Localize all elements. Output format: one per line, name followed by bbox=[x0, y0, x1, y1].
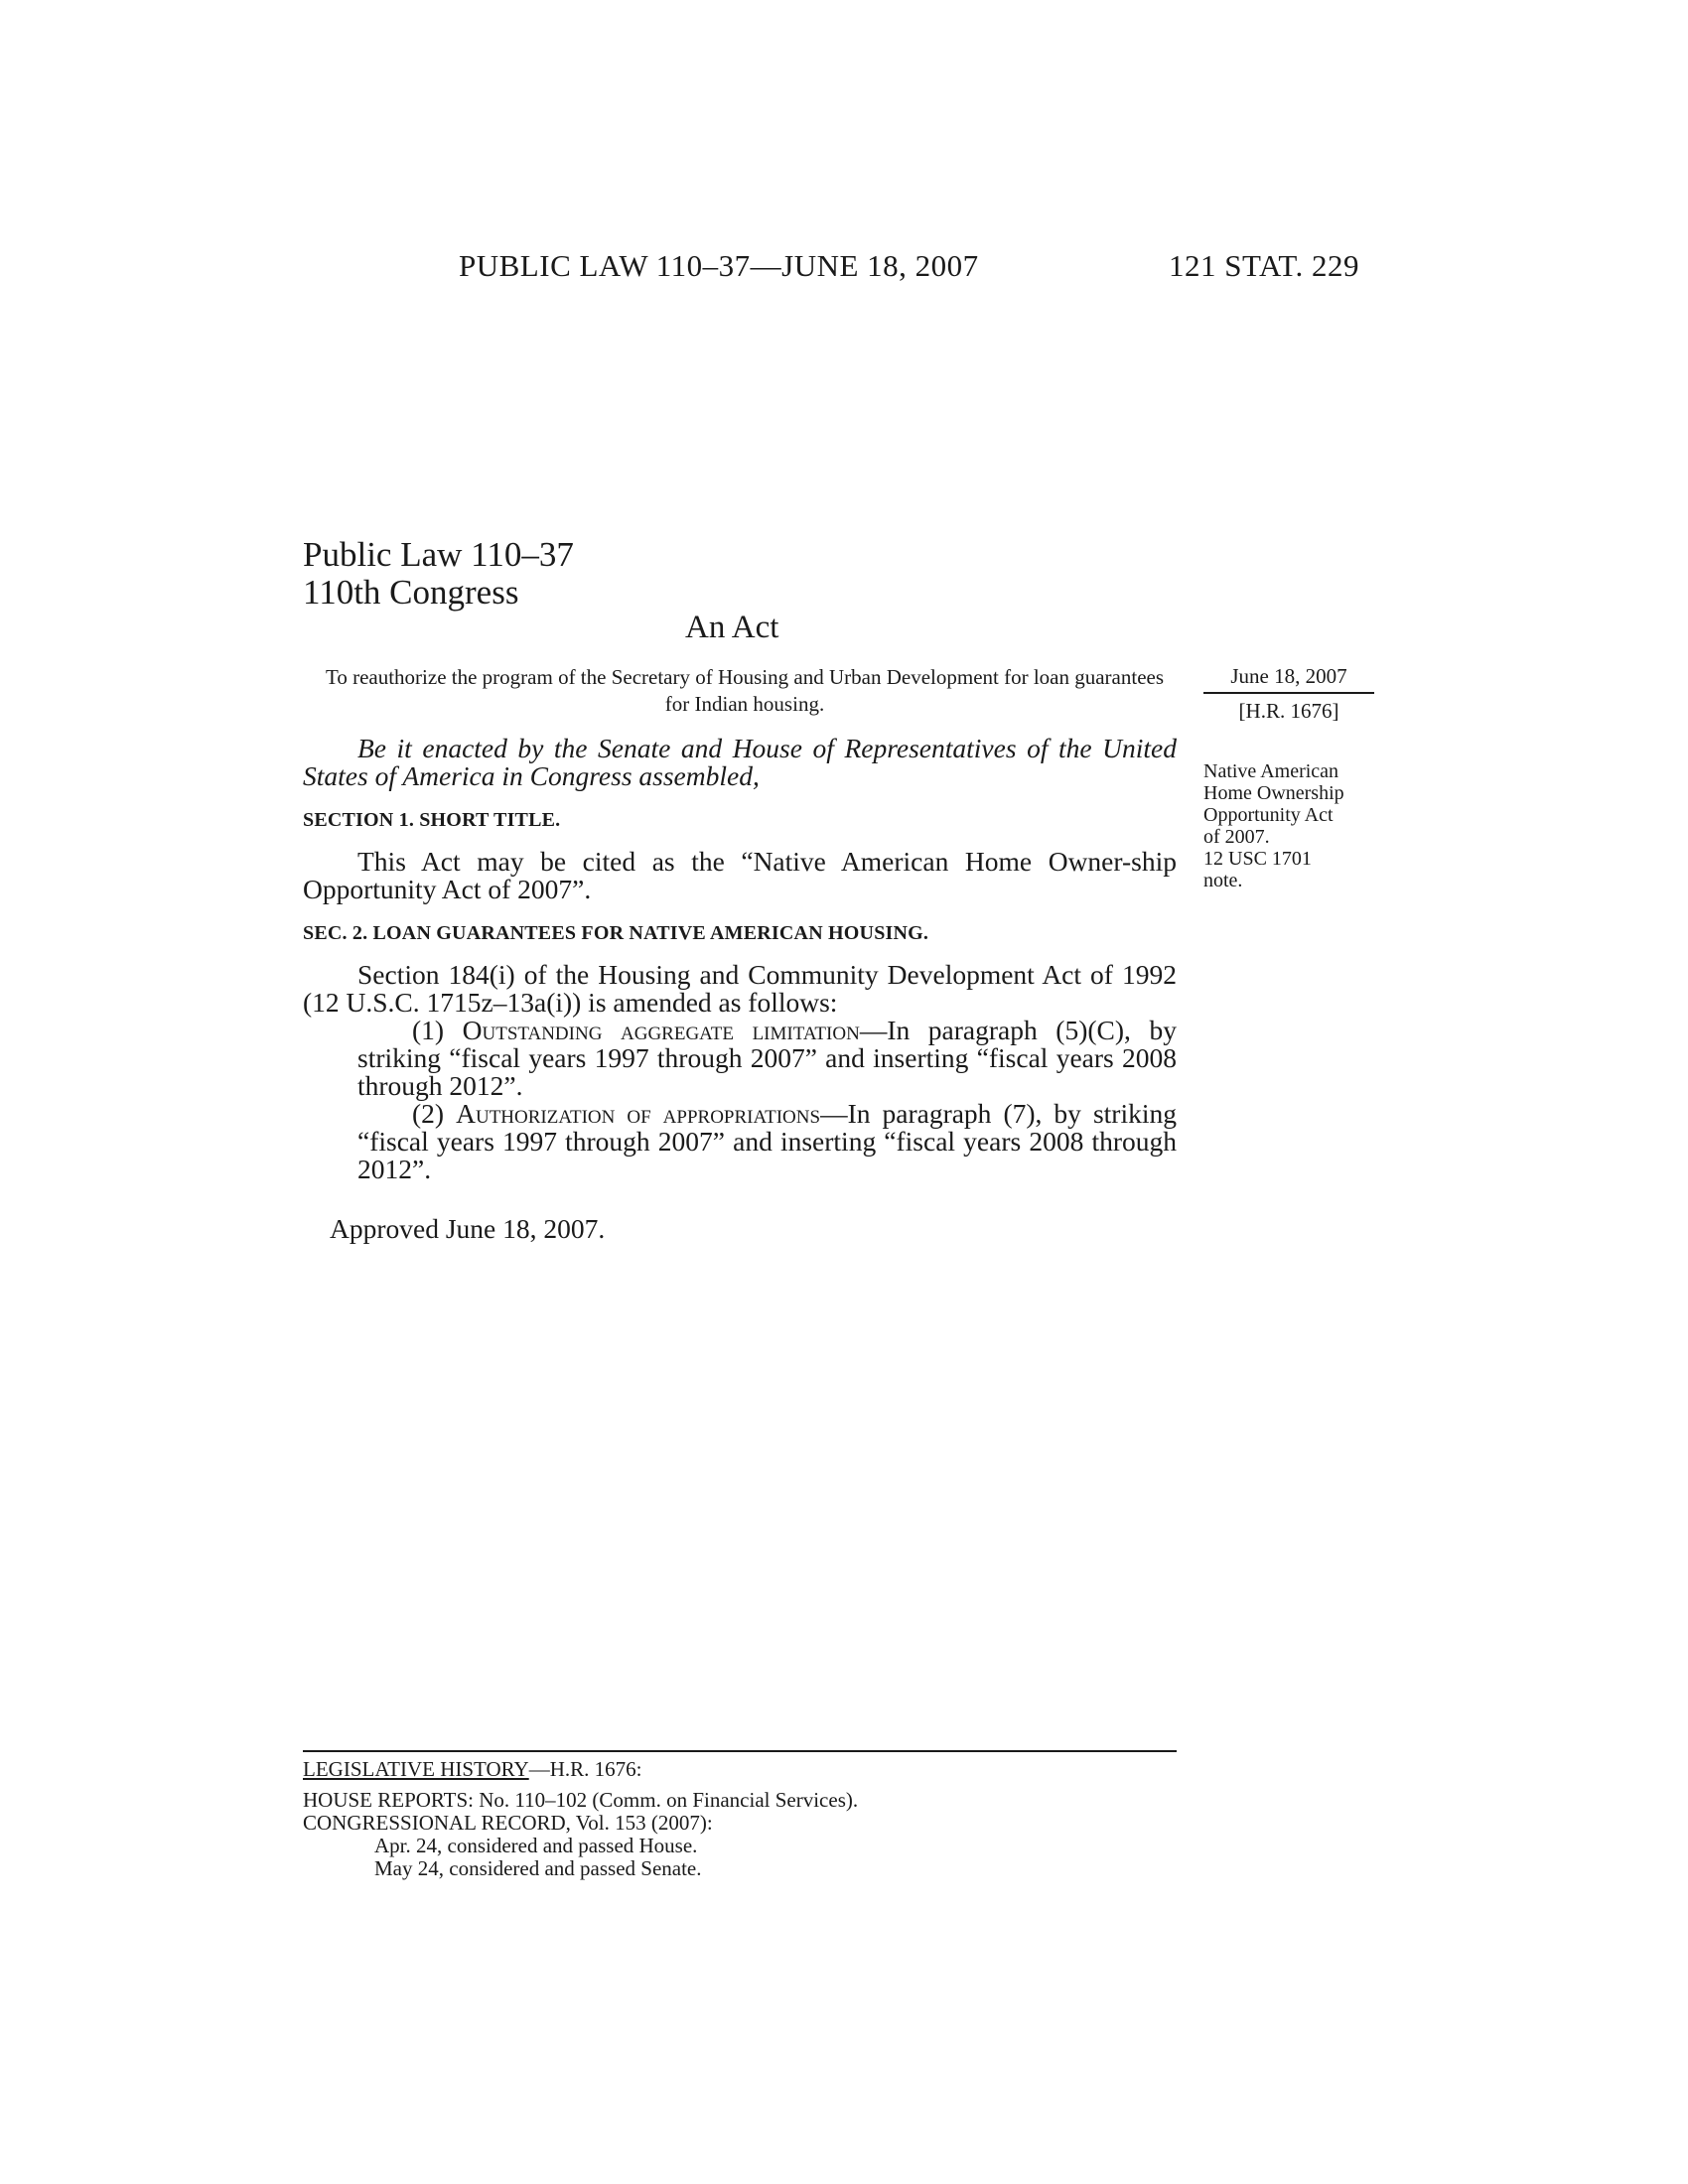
purpose-statement: To reauthorize the program of the Secretary of Housing and Urban Development for loan guarantees for Indian housing. bbox=[325, 665, 1165, 716]
margin-note-line: of 2007. bbox=[1203, 826, 1270, 848]
enactment-box bbox=[1203, 664, 1374, 724]
congressional-record: CONGRESSIONAL RECORD, Vol. 153 (2007): bbox=[303, 1811, 713, 1835]
public-law-number: Public Law 110–37 bbox=[303, 535, 574, 574]
margin-note bbox=[1203, 760, 1392, 891]
margin-note-line: note. bbox=[1203, 870, 1243, 891]
legislative-history-heading: LEGISLATIVE HISTORY bbox=[303, 1757, 529, 1781]
item-heading: Authorization of appropriations bbox=[456, 1098, 821, 1129]
house-reports: HOUSE REPORTS: No. 110–102 (Comm. on Financial Services). bbox=[303, 1788, 859, 1812]
congress-number: 110th Congress bbox=[303, 573, 519, 612]
approval-date: Approved June 18, 2007. bbox=[330, 1213, 606, 1244]
item-text: —In paragraph (5)(C), by striking “fiscal years 1997 through 2007” and inserting “fiscal years 2008 through 2012”. bbox=[357, 1015, 1177, 1101]
margin-note-line: Native American bbox=[1203, 760, 1339, 782]
item-number: (1) bbox=[412, 1015, 445, 1045]
act-title: An Act bbox=[685, 610, 779, 645]
margin-note-line: 12 USC 1701 bbox=[1203, 848, 1312, 870]
item-heading: Outstanding aggregate limitation bbox=[462, 1015, 860, 1045]
item-number: (2) bbox=[412, 1098, 445, 1129]
section-2-heading: SEC. 2. LOAN GUARANTEES FOR NATIVE AMERICAN HOUSING. bbox=[303, 922, 929, 944]
footnote-divider bbox=[303, 1750, 1177, 1752]
bill-number: [H.R. 1676] bbox=[1238, 699, 1339, 723]
history-action: May 24, considered and passed Senate. bbox=[374, 1856, 702, 1880]
legislative-history bbox=[303, 1758, 1196, 1880]
section-1-heading: SECTION 1. SHORT TITLE. bbox=[303, 809, 561, 831]
amendment-item-2 bbox=[357, 1100, 1177, 1183]
section-1-text: This Act may be cited as the “Native American Home Owner-ship Opportunity Act of 2007”. bbox=[303, 846, 1177, 904]
enactment-date: June 18, 2007 bbox=[1203, 664, 1374, 694]
enacting-clause: Be it enacted by the Senate and House of Representatives of the United States of America in Congress assembled, bbox=[303, 733, 1177, 791]
margin-note-line: Opportunity Act bbox=[1203, 804, 1334, 826]
margin-note-line: Home Ownership bbox=[1203, 782, 1344, 804]
law-header bbox=[303, 536, 574, 612]
running-head-title: PUBLIC LAW 110–37—JUNE 18, 2007 bbox=[459, 248, 979, 283]
section-2-intro: Section 184(i) of the Housing and Community Development Act of 1992 (12 U.S.C. 1715z–13a(i)) is amended as follows: bbox=[303, 959, 1177, 1018]
legislative-history-title bbox=[303, 1758, 1196, 1781]
legislative-history-bill: —H.R. 1676: bbox=[528, 1757, 642, 1781]
act-body bbox=[303, 735, 1177, 1243]
amendment-item-1 bbox=[357, 1017, 1177, 1100]
item-text: —In paragraph (7), by striking “fiscal years 1997 through 2007” and inserting “fiscal years 2008 through 2012”. bbox=[357, 1098, 1177, 1184]
statute-page-number: 121 STAT. 229 bbox=[1169, 248, 1360, 283]
history-action: Apr. 24, considered and passed House. bbox=[374, 1834, 698, 1857]
